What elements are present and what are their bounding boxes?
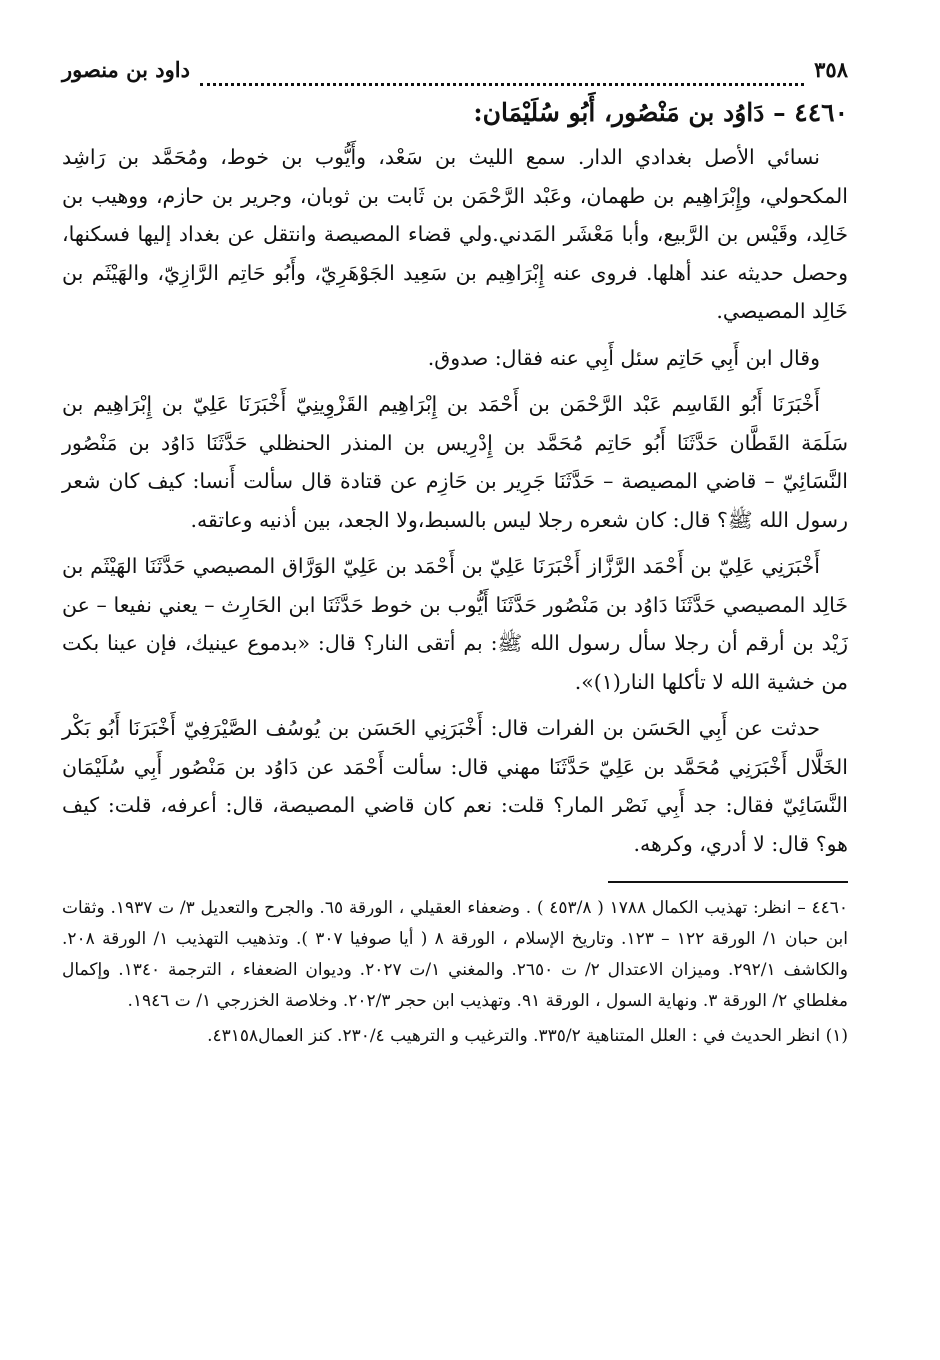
paragraph-hadith-2: أَخْبَرَنِي عَلِيّ بن أَحْمَد الرَّزَّاز أَخْبَرَنَا عَلِيّ بن أَحْمَد بن عَلِيّ الوَرَّاق المصيصي حَدَّثَنَا الهَيْثَم بن خَالِد المصيصي حَدَّثَنَا دَاوُد بن مَنْصُور حَدَّثَنَا أَيُّوب بن خوط حَدَّثَنَا ابن الحَارِث – يعني نفيعا – عن زَيْد بن أرقم أن رجلا سأل رسول الله ﷺ: بم أتقى النار؟ قال: «بدموع عينيك، فإن عينا بكت من خشية الله لا تأكلها النار(١)». xyxy=(62,554,848,694)
entry-title: ٤٤٦٠ – دَاوُد بن مَنْصُور، أَبُو سُلَيْمَان: xyxy=(473,98,848,127)
footnote-separator xyxy=(608,881,848,883)
footnote-sources: ٤٤٦٠ – انظر: تهذيب الكمال ١٧٨٨ ( ٤٥٣/٨ ) . وضعفاء العقيلي ، الورقة ٦٥. والجرح والتعديل ٣/ ت ١٩٣٧. وثقات ابن حبان ١/ الورقة ١٢٢ – ١٢٣. وتاريخ الإسلام ، الورقة ٨ ( أيا صوفيا ٣٠٧ ). وتذهيب التهذيب ١/ الورقة ٢٠٨. والكاشف ٢٩٢/١. وميزان الاعتدال ٢/ ت ٢٦٥٠. والمغني ١/ت ٢٠٢٧. وديوان الضعفاء ، الترجمة ١٣٤٠. وإكمال مغلطاي ٢/ الورقة ٣. ونهاية السول ، الورقة ٩١. وتهذيب ابن حجر ٢٠٢/٣. وخلاصة الخزرجي ١/ ت ١٩٤٦. xyxy=(62,898,848,1011)
dotted-leader xyxy=(200,69,804,86)
paragraph-biography: نسائي الأصل بغدادي الدار. سمع الليث بن سَعْد، وأَيُّوب بن خوط، ومُحَمَّد بن رَاشِد المكحولي، وإِبْرَاهِيم بن طهمان، وعَبْد الرَّحْمَن بن ثَابت بن ثوبان، وجرير بن حازم، ووهيب بن خَالِد، وقَيْس بن الرَّبيع، وأبا مَعْشَر المَدني.ولي قضاء المصيصة وانتقل عن بغداد إليها فسكنها، وحصل حديثه عند أهلها. فروى عنه إِبْرَاهِيم بن سَعِيد الجَوْهَرِيّ، وأَبُو حَاتِم الرَّازِيّ، والهَيْثَم بن خَالِد المصيصي. xyxy=(62,145,848,323)
footnote-1: (١) انظر الحديث في : العلل المتناهية ٣٣٥/٢. والترغيب و الترهيب ٢٣٠/٤. كنز العمال٤٣١٥٨. xyxy=(207,1026,848,1046)
paragraph-ahmad-report: حدثت عن أَبِي الحَسَن بن الفرات قال: أَخْبَرَنِي الحَسَن بن يُوسُف الصَّيْرَفِيّ أَخْبَرَنَا أَبُو بَكْر الخَلَّال أَخْبَرَنِي مُحَمَّد بن عَلِيّ حَدَّثَنَا مهني قال: سألت أَحْمَد عن دَاوُد بن مَنْصُور أَبِي سُلَيْمَان النَّسَائِيّ فقال: جد أَبِي نَصْر المار؟ قلت: نعم كان قاضي المصيصة، قال: أعرفه، قلت: كيف هو؟ قال: لا أدري، وكرهه. xyxy=(62,716,848,856)
running-head xyxy=(62,52,848,86)
page-number: ٣٥٨ xyxy=(814,57,848,82)
paragraph-hadith-1: أَخْبَرَنَا أَبُو القَاسِم عَبْد الرَّحْمَن بن أَحْمَد بن إِبْرَاهِيم القَزْوِينِيّ أَخْبَرَنَا عَلِيّ بن إِبْرَاهِيم بن سَلَمَة القَطَّان حَدَّثَنَا أَبُو حَاتِم مُحَمَّد بن إِدْرِيس بن المنذر الحنظلي حَدَّثَنَا دَاوُد بن مَنْصُور النَّسَائِيّ – قاضي المصيصة – حَدَّثَنَا جَرِير بن حَازِم عن قتادة قال سألت أَنسا: كيف كان شعر رسول الله ﷺ؟ قال: كان شعره رجلا ليس بالسبط،ولا الجعد، بين أذنيه وعاتقه. xyxy=(62,392,848,532)
running-title: داود بن منصور xyxy=(62,57,190,82)
paragraph-abu-hatim: وقال ابن أَبِي حَاتِم سئل أَبِي عنه فقال: صدوق. xyxy=(427,345,820,370)
